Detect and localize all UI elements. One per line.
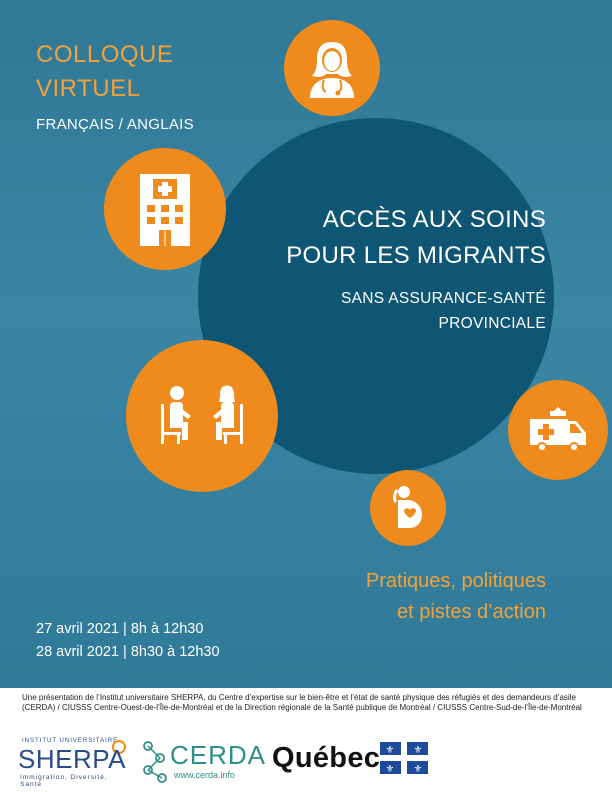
title-line1: ACCÈS AUX SOINS (322, 206, 546, 233)
svg-text:⚜: ⚜ (385, 745, 395, 756)
event-dates (36, 618, 220, 664)
svg-text:⚜: ⚜ (413, 764, 423, 774)
hospital-icon (136, 170, 194, 248)
date-2: 28 avril 2021 | 8h30 à 12h30 (36, 644, 220, 660)
pregnant-circle (370, 470, 446, 546)
fleurdelise-flag-icon (380, 742, 428, 774)
themes (260, 566, 546, 628)
event-type (36, 38, 236, 106)
sherpa-name: SHERPA (18, 744, 126, 774)
credits-text: Une présentation de l’Institut universitaire SHERPA, du Centre d’expertise sur le bien-être et l’état de santé physique des réfugiés et des demandeurs d’asile (CERDA) / CIUSSS Centre-Ouest-de-l’Île-de-Montréal et de la Direction régionale de la Santé publique de Montréal / CIUSSS Centre-Sud-de-l’Île-de-Montréal (22, 693, 582, 712)
languages: FRANÇAIS / ANGLAIS (36, 116, 194, 133)
cerda-name: CERDA (170, 740, 267, 770)
cerda-url: www.cerda.info (174, 770, 236, 780)
svg-text:⚜: ⚜ (413, 745, 423, 756)
molecule-icon (140, 738, 170, 784)
title-line2: POUR LES MIGRANTS (286, 242, 546, 269)
subtitle (260, 286, 546, 336)
event-type-line2: VIRTUEL (36, 75, 141, 102)
patients-circle (126, 340, 278, 492)
sherpa-top-text: INSTITUT UNIVERSITAIRE (22, 738, 119, 744)
ambulance-circle (508, 380, 608, 480)
patients-waiting-icon (155, 384, 249, 448)
doctor-circle (284, 20, 380, 116)
event-type-line1: COLLOQUE (36, 41, 174, 68)
hospital-circle (104, 148, 226, 270)
themes-line2: et pistes d’action (397, 601, 546, 623)
ambulance-icon (528, 407, 588, 453)
date-1: 27 avril 2021 | 8h à 12h30 (36, 621, 204, 637)
doctor-icon (302, 36, 362, 100)
subtitle-line1: SANS ASSURANCE-SANTÉ (341, 290, 546, 307)
themes-line1: Pratiques, politiques (365, 570, 546, 592)
pregnant-woman-icon (388, 484, 428, 532)
quebec-name: Québec (272, 742, 381, 774)
subtitle-line2: PROVINCIALE (438, 315, 546, 332)
sherpa-logo (18, 736, 130, 786)
cerda-logo (140, 736, 267, 786)
partner-logos (0, 732, 612, 788)
page-title (230, 202, 546, 274)
sherpa-tagline: Immigration, Diversité, Santé (20, 774, 108, 788)
quebec-logo (272, 738, 432, 784)
svg-text:⚜: ⚜ (385, 764, 395, 774)
